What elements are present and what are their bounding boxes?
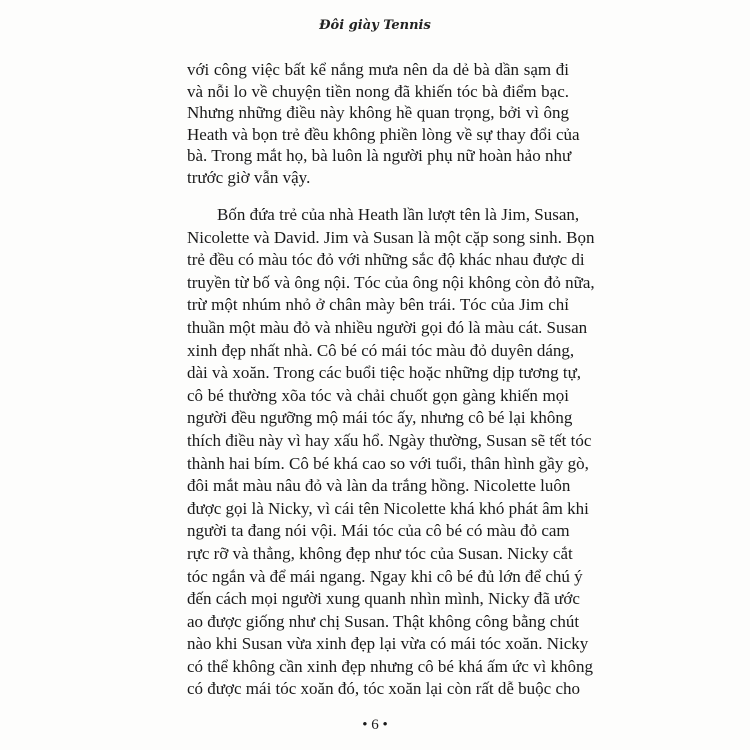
text-line: bà. Trong mắt họ, bà luôn là người phụ nữ hoàn hảo như [187,146,572,166]
text-line: có thể không cần xinh đẹp nhưng cô bé khá ấm ức vì không [187,656,594,676]
text-line: cô bé thường xõa tóc và chải chuốt gọn gàng khiến mọi [187,385,569,405]
text-line: người ta đang nói vội. Mái tóc của cô bé có màu đỏ cam [187,521,570,541]
text-line: thành hai bím. Cô bé khá cao so với tuổi, thân hình gầy gò, [187,453,589,473]
text-line: thích điều này vì hay xấu hổ. Ngày thường, Susan sẽ tết tóc [187,430,592,450]
text-line: đôi mắt màu nâu đỏ và làn da trắng hồng. Nicolette luôn [187,476,571,496]
text-line: xinh đẹp nhất nhà. Cô bé có mái tóc màu đỏ duyên dáng, [187,340,575,360]
text-line: Bốn đứa trẻ của nhà Heath lần lượt tên là Jim, Susan, [217,205,580,224]
text-line: và nỗi lo về chuyện tiền nong đã khiến tóc bà điểm bạc. [187,81,569,101]
text-line: truyền từ bố và ông nội. Tóc của ông nội không còn đỏ nữa, [187,272,595,292]
text-line: với công việc bất kể nắng mưa nên da dẻ bà dần sạm đi [187,60,569,79]
text-line: trẻ đều có màu tóc đỏ với những sắc độ khác nhau được di [187,250,585,270]
text-line: trừ một nhúm nhỏ ở chân mày bên trái. Tóc của Jim chỉ [187,295,569,315]
text-line: đến cách mọi người xung quanh nhìn mình, Nicky đã ước [187,589,580,609]
text-line: Nicolette và David. Jim và Susan là một cặp song sinh. Bọn [187,227,595,247]
text-line: thuần một màu đỏ và nhiều người gọi đó là màu cát. Susan [187,317,588,337]
text-line: dài và xoăn. Trong các buổi tiệc hoặc những dịp tương tự, [187,363,582,383]
text-line: trước giờ vẫn vậy. [187,167,311,187]
paragraph-2 [187,204,595,701]
text-line: tóc ngắn và để mái ngang. Ngay khi cô bé đủ lớn để chú ý [187,566,583,586]
text-line: có được mái tóc xoăn đó, tóc xoăn lại còn rất dễ buộc cho [187,679,581,699]
text-line: nào khi Susan vừa xinh đẹp lại vừa có mái tóc xoăn. Nicky [187,634,589,654]
text-line: rực rỡ và thẳng, không đẹp như tóc của Susan. Nicky cắt [187,543,573,563]
text-line: người đều ngưỡng mộ mái tóc ấy, nhưng cô bé lại không [187,408,573,428]
text-line: ao được giống như chị Susan. Thật không công bằng chút [187,611,580,631]
page-number: • 6 • [362,717,388,733]
text-line: Heath và bọn trẻ đều không phiền lòng về sự thay đổi của [187,124,580,144]
text-line: Nhưng những điều này không hề quan trọng, bởi vì ông [187,103,569,123]
running-header: Đôi giày Tennis [319,18,431,33]
text-line: được gọi là Nicky, vì cái tên Nicolette khá khó phát âm khi [187,498,589,518]
paragraph-1 [187,59,580,189]
